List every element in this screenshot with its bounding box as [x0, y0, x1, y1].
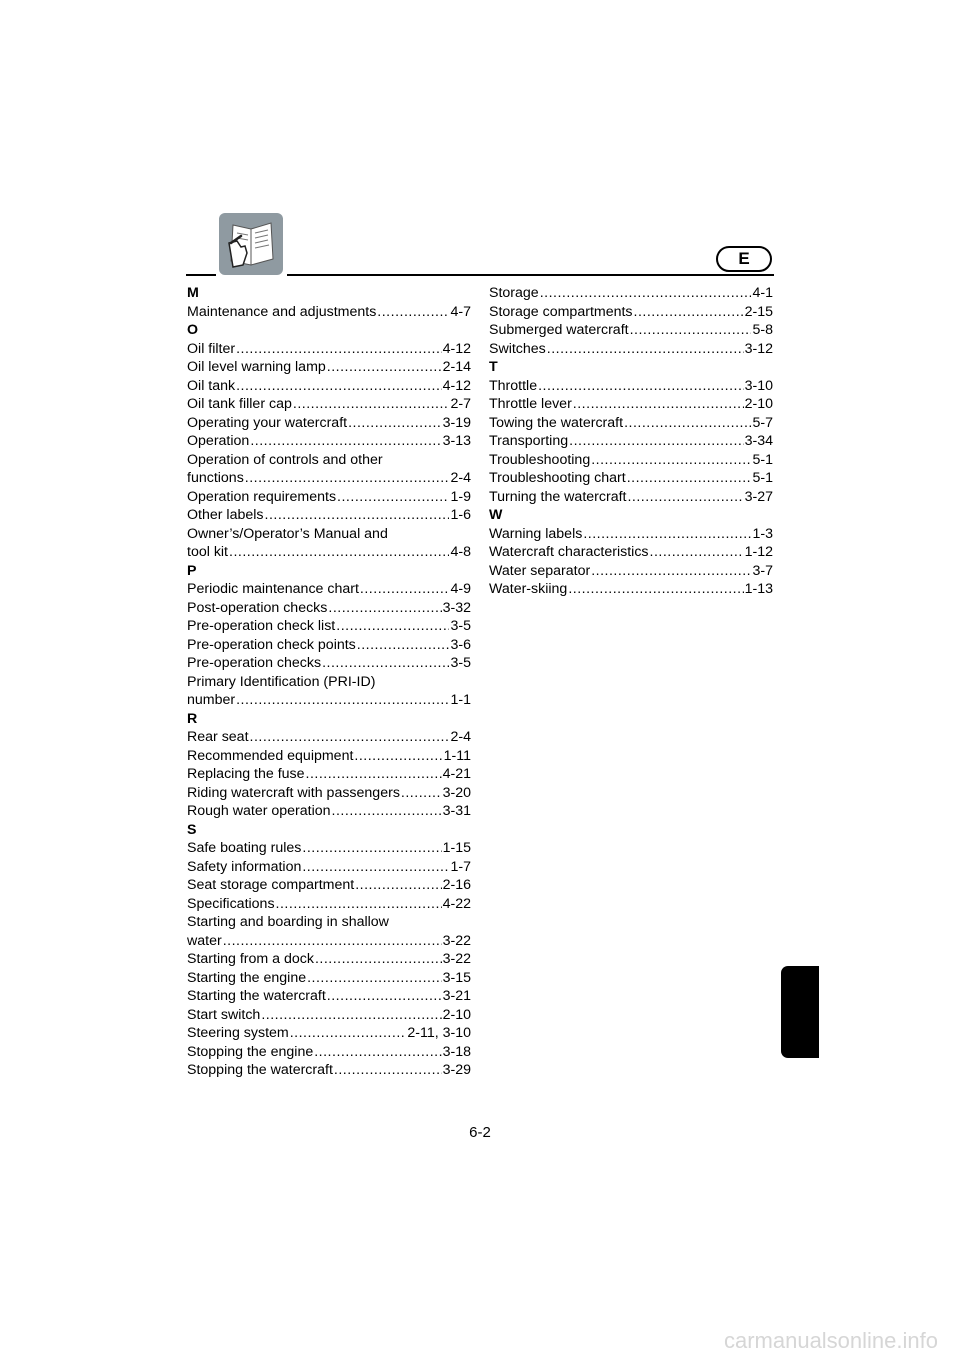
index-section-letter: T	[489, 359, 498, 375]
index-entry-label: Starting the watercraft	[187, 988, 326, 1004]
index-entry-page: 2-4	[450, 470, 471, 486]
dot-leader	[261, 1006, 441, 1025]
dot-leader	[276, 895, 442, 914]
dot-leader	[538, 377, 743, 396]
index-entry-page: 3-34	[744, 433, 773, 449]
manual-pointing-hand-icon	[219, 213, 283, 275]
index-entry-label: Safe boating rules	[187, 840, 302, 856]
index-entry-label: Replacing the fuse	[187, 766, 305, 782]
index-entry-page: 2-10	[744, 396, 773, 412]
index-entry-page: 5-7	[752, 414, 773, 431]
index-entry	[187, 858, 471, 877]
index-entry-page: 5-8	[752, 322, 773, 338]
dot-leader	[569, 432, 743, 451]
index-section-letter: S	[187, 821, 197, 838]
index-entry	[187, 747, 471, 766]
index-entry-label: functions	[187, 470, 244, 486]
dot-leader	[573, 395, 744, 414]
dot-leader	[627, 469, 752, 488]
index-entry-page: 1-15	[442, 840, 471, 856]
index-entry	[187, 839, 471, 858]
dot-leader	[223, 932, 442, 951]
index-entry-label: Safety information	[187, 858, 302, 875]
index-entry-label: Oil filter	[187, 340, 236, 357]
index-entry-page: 3-6	[450, 636, 471, 653]
index-entry-label: tool kit	[187, 544, 229, 560]
index-entry-page: 2-10	[442, 1006, 471, 1023]
index-entry-page: 1-11	[443, 747, 471, 764]
index-entry-label: Periodic maintenance chart	[187, 581, 359, 597]
index-entry-page: 3-18	[442, 1043, 471, 1060]
index-entry-page: 3-29	[442, 1062, 471, 1078]
index-entry-line: Primary Identification (PRI-ID)	[187, 673, 376, 690]
index-entry-label: Operating your watercraft	[187, 414, 348, 431]
index-entry-label: Turning the watercraft	[489, 488, 627, 505]
index-entry-page: 4-22	[442, 895, 471, 912]
index-section-letter: W	[489, 507, 503, 523]
index-entry-label: Warning labels	[489, 525, 583, 542]
index-entry	[187, 932, 471, 951]
dot-leader	[265, 506, 450, 525]
index-entry-page: 4-12	[442, 377, 471, 394]
dot-leader	[236, 377, 441, 396]
dot-leader	[334, 1061, 442, 1080]
index-entry	[489, 562, 773, 581]
index-entry	[187, 784, 471, 803]
dot-leader	[624, 414, 751, 433]
dot-leader	[293, 395, 450, 414]
index-entry-label: Transporting	[489, 433, 569, 449]
index-entry	[187, 691, 471, 710]
index-entry	[187, 950, 471, 969]
index-entry-page: 3-27	[744, 488, 773, 505]
index-entry-label: Other labels	[187, 507, 264, 523]
dot-leader	[250, 728, 450, 747]
index-entry-label: Starting from a dock	[187, 951, 314, 967]
index-entry-page: 2-7	[450, 396, 471, 412]
dot-leader	[314, 1043, 441, 1062]
index-entry	[187, 543, 471, 562]
dot-leader	[290, 1024, 407, 1043]
index-entry-label: Water-skiing	[489, 581, 568, 597]
watermark: carmanualsonline.info	[723, 1328, 938, 1353]
index-entry	[489, 469, 773, 488]
index-entry-line: Owner’s/Operator’s Manual and	[187, 525, 388, 542]
index-entry-label: Troubleshooting	[489, 451, 591, 468]
dot-leader	[336, 617, 449, 636]
index-entry-page: 1-13	[744, 581, 773, 597]
index-entry	[187, 802, 471, 821]
index-entry-page: 5-1	[752, 470, 773, 486]
index-entry-label: Rough water operation	[187, 803, 331, 819]
index-entry-label: Riding watercraft with passengers	[187, 784, 400, 801]
header-rule-left	[186, 274, 216, 276]
index-entry	[187, 377, 471, 396]
dot-leader	[357, 636, 450, 655]
index-entry-page: 3-12	[744, 340, 773, 357]
index-entry-label: Storage	[489, 285, 539, 301]
dot-leader	[328, 599, 441, 618]
index-entry	[187, 469, 471, 488]
index-entry	[187, 765, 471, 784]
index-section-letter: R	[187, 710, 198, 727]
index-entry	[187, 580, 471, 599]
index-entry-page: 3-20	[442, 784, 471, 801]
dot-leader	[627, 488, 743, 507]
index-entry-label: Stopping the engine	[187, 1043, 314, 1060]
index-entry-label: Throttle	[489, 377, 538, 394]
dot-leader	[322, 654, 449, 673]
index-entry	[187, 599, 471, 618]
dot-leader	[650, 543, 744, 562]
index-entry-page: 1-1	[450, 692, 471, 708]
index-entry	[489, 340, 773, 359]
dot-leader	[315, 950, 442, 969]
index-entry-page: 4-1	[752, 285, 773, 301]
index-entry-page: 3-7	[752, 562, 773, 579]
index-column-right	[489, 284, 773, 599]
index-entry	[187, 358, 471, 377]
index-entry-label: Switches	[489, 340, 546, 357]
index-entry-page: 3-32	[442, 599, 471, 616]
index-entry-label: Oil tank	[187, 377, 236, 394]
index-entry-label: Throttle lever	[489, 396, 572, 412]
dot-leader	[302, 839, 441, 858]
index-entry-label: Troubleshooting chart	[489, 470, 626, 486]
dot-leader	[245, 469, 450, 488]
dot-leader	[591, 451, 751, 470]
index-entry-label: Storage compartments	[489, 303, 633, 320]
index-entry-label: Recommended equipment	[187, 747, 354, 764]
page-number: 6-2	[469, 1124, 491, 1141]
index-entry	[187, 617, 471, 636]
index-entry-page: 3-19	[442, 414, 471, 431]
dot-leader	[332, 802, 442, 821]
index-entry	[489, 432, 773, 451]
index-section-letter: O	[187, 322, 199, 338]
dot-leader	[337, 488, 449, 507]
index-entry	[187, 728, 471, 747]
index-entry-page: 3-21	[442, 988, 471, 1004]
index-entry	[187, 895, 471, 914]
index-entry-page: 3-13	[442, 433, 471, 449]
index-section-letter: P	[187, 562, 197, 579]
index-entry-page: 1-12	[744, 544, 773, 560]
index-entry	[187, 876, 471, 895]
index-entry-label: Oil level warning lamp	[187, 359, 326, 375]
dot-leader	[540, 284, 752, 303]
index-entry-page: 3-22	[442, 951, 471, 967]
index-entry-label: Specifications	[187, 895, 275, 912]
index-entry-label: number	[187, 692, 236, 708]
index-entry-page: 3-22	[442, 932, 471, 949]
index-entry	[489, 321, 773, 340]
index-entry-label: Watercraft characteristics	[489, 544, 649, 560]
dot-leader	[229, 543, 449, 562]
index-entry	[187, 969, 471, 988]
index-entry-label: Operation requirements	[187, 488, 337, 505]
index-entry-page: 1-6	[450, 507, 471, 523]
dot-leader	[547, 340, 744, 359]
dot-leader	[360, 580, 450, 599]
index-entry	[489, 488, 773, 507]
index-entry-label: Rear seat	[187, 729, 249, 745]
dot-leader	[348, 414, 442, 433]
index-entry-label: Pre-operation checks	[187, 655, 322, 671]
index-section-letter: M	[187, 285, 199, 301]
index-entry	[489, 377, 773, 396]
index-entry-page: 1-7	[450, 858, 471, 875]
index-entry	[187, 1006, 471, 1025]
index-entry	[489, 303, 773, 322]
chapter-tab	[781, 966, 819, 1058]
index-entry-label: Stopping the watercraft	[187, 1062, 333, 1078]
index-entry	[489, 414, 773, 433]
dot-leader	[327, 358, 442, 377]
index-entry-label: Post-operation checks	[187, 599, 328, 616]
index-entry-label: Steering system	[187, 1025, 289, 1041]
index-entry-page: 4-8	[450, 544, 471, 560]
index-entry	[187, 636, 471, 655]
dot-leader	[327, 987, 442, 1006]
index-entry-page: 3-10	[744, 377, 773, 394]
index-entry-page: 5-1	[752, 451, 773, 468]
index-entry	[187, 506, 471, 525]
index-entry-label: Pre-operation check list	[187, 618, 336, 634]
index-entry-page: 4-7	[450, 303, 471, 320]
index-entry-label: Maintenance and adjustments	[187, 303, 377, 320]
index-entry-label: Seat storage compartment	[187, 877, 355, 893]
dot-leader	[401, 784, 442, 803]
index-entry	[187, 987, 471, 1006]
index-entry-label: Submerged watercraft	[489, 322, 629, 338]
index-entry-line: Starting and boarding in shallow	[187, 914, 389, 930]
dot-leader	[634, 303, 744, 322]
dot-leader	[236, 691, 449, 710]
index-entry-page: 2-11, 3-10	[407, 1025, 471, 1041]
index-entry-page: 4-12	[442, 340, 471, 357]
dot-leader	[354, 747, 442, 766]
index-entry	[187, 654, 471, 673]
index-entry-label: Start switch	[187, 1006, 261, 1023]
index-entry	[187, 414, 471, 433]
language-badge: E	[716, 246, 772, 272]
dot-leader	[377, 303, 449, 322]
dot-leader	[630, 321, 752, 340]
index-entry	[489, 525, 773, 544]
index-entry	[187, 303, 471, 322]
dot-leader	[236, 340, 442, 359]
index-entry-page: 1-9	[450, 488, 471, 505]
index-entry	[187, 1043, 471, 1062]
index-entry	[489, 543, 773, 562]
dot-leader	[591, 562, 751, 581]
index-entry	[187, 340, 471, 359]
dot-leader	[568, 580, 743, 599]
dot-leader	[250, 432, 441, 451]
index-entry	[187, 432, 471, 451]
index-entry	[489, 451, 773, 470]
index-entry-label: Pre-operation check points	[187, 636, 356, 653]
index-entry-page: 4-21	[442, 766, 471, 782]
index-entry-label: Towing the watercraft	[489, 414, 624, 431]
index-entry-page: 3-5	[450, 618, 471, 634]
index-entry	[489, 395, 773, 414]
index-entry-label: water	[187, 932, 222, 949]
dot-leader	[306, 765, 442, 784]
index-column-left	[187, 284, 471, 1080]
index-entry-page: 3-5	[450, 655, 471, 671]
index-entry-page: 1-3	[752, 525, 773, 542]
dot-leader	[355, 876, 441, 895]
index-entry	[489, 284, 773, 303]
index-entry-label: Starting the engine	[187, 969, 307, 986]
index-entry-label: Oil tank filler cap	[187, 396, 292, 412]
index-entry-page: 4-9	[450, 581, 471, 597]
index-entry-label: Water separator	[489, 562, 591, 579]
index-entry	[489, 580, 773, 599]
index-entry-page: 3-31	[442, 803, 471, 819]
dot-leader	[302, 858, 449, 877]
index-entry-page: 2-15	[744, 303, 773, 320]
index-entry-page: 2-4	[450, 729, 471, 745]
index-entry-page: 2-16	[442, 877, 471, 893]
index-entry-page: 2-14	[442, 359, 471, 375]
index-entry	[187, 1061, 471, 1080]
index-entry	[187, 1024, 471, 1043]
dot-leader	[307, 969, 441, 988]
header-rule-right	[287, 274, 774, 276]
index-entry-label: Operation	[187, 433, 250, 449]
index-entry-line: Operation of controls and other	[187, 451, 383, 468]
index-entry	[187, 395, 471, 414]
index-entry-page: 3-15	[442, 969, 471, 986]
index-entry	[187, 488, 471, 507]
dot-leader	[583, 525, 751, 544]
